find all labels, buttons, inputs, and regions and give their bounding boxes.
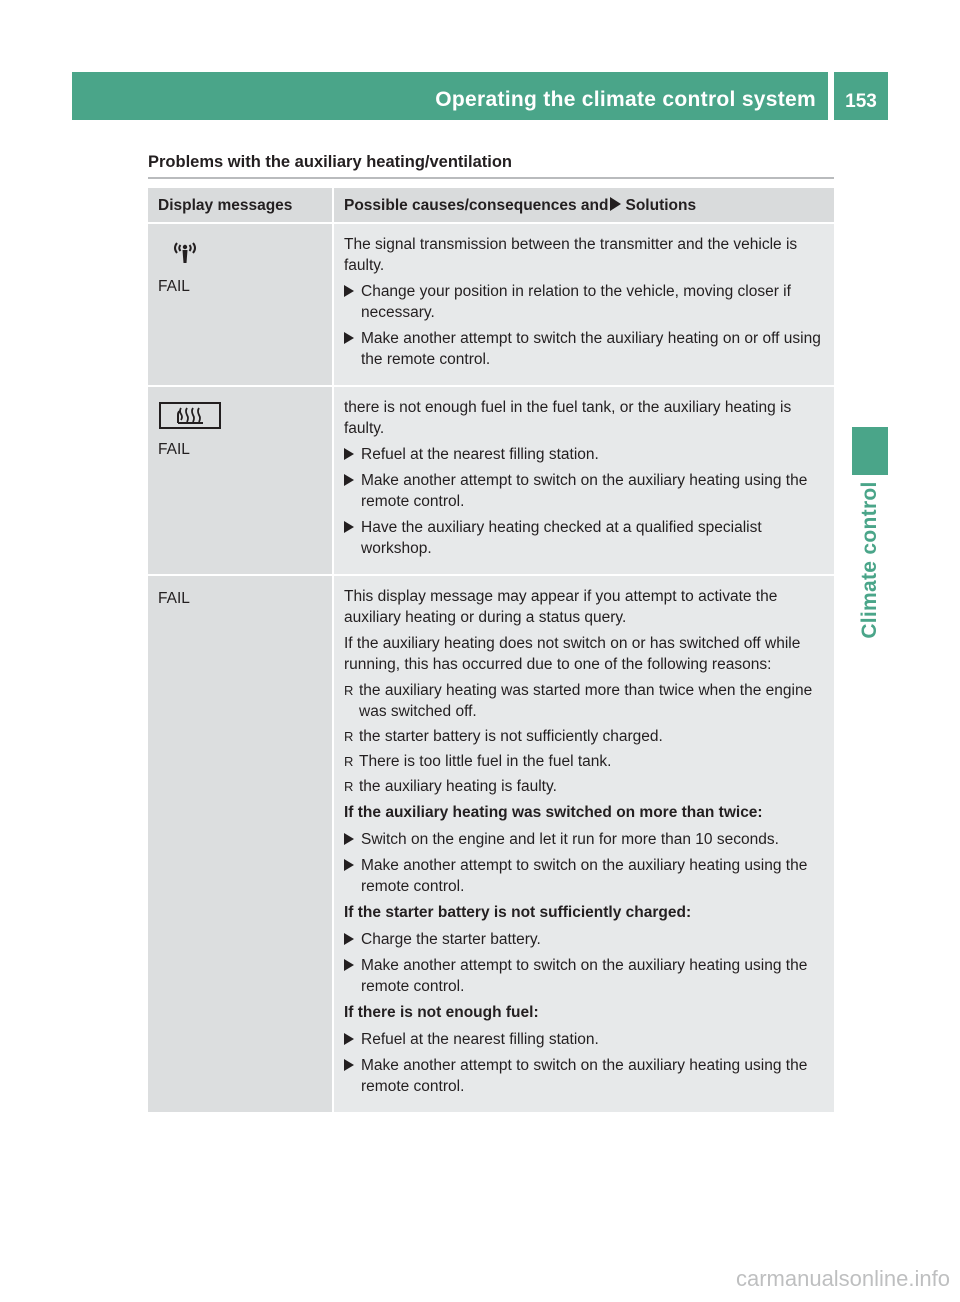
fail-message: FAIL	[158, 441, 190, 458]
case-heading: If the auxiliary heating was switched on more than twice:	[344, 804, 763, 821]
solution-step: Charge the starter battery.	[344, 929, 826, 950]
header-bar	[72, 72, 828, 120]
cause-text: The signal transmission between the transmitter and the vehicle is faulty.	[344, 236, 798, 274]
solution-step: Have the auxiliary heating checked at a qualified specialist workshop.	[344, 517, 826, 559]
table-header-row	[148, 188, 834, 222]
page-number: 153	[834, 72, 888, 120]
display-message-cell	[148, 574, 332, 1112]
intro-text: If the auxiliary heating does not switch on or has switched off while running, this has occurred due to one of the following reasons:	[344, 635, 801, 673]
solution-step: Make another attempt to switch the auxiliary heating on or off using the remote control.	[344, 328, 826, 370]
chapter-tab-label: Climate control	[858, 481, 881, 639]
causes-solutions-cell	[332, 222, 834, 385]
display-message-cell	[148, 222, 332, 385]
table-row	[148, 222, 834, 385]
table-row	[148, 574, 834, 1112]
solution-step: Change your position in relation to the vehicle, moving closer if necessary.	[344, 281, 826, 323]
watermark: carmanualsonline.info	[735, 1266, 950, 1291]
icon-holder	[158, 397, 324, 433]
icon-holder	[158, 234, 324, 270]
fail-message: FAIL	[158, 278, 190, 295]
solution-step: Refuel at the nearest filling station.	[344, 444, 826, 465]
cause-text: there is not enough fuel in the fuel tank, or the auxiliary heating is faulty.	[344, 399, 792, 437]
column-header-causes-solutions	[332, 188, 834, 222]
solution-step: Make another attempt to switch on the auxiliary heating using the remote control.	[344, 855, 826, 897]
display-messages-table	[148, 188, 834, 1112]
reason-bullet: R the auxiliary heating is faulty.	[344, 776, 826, 797]
antenna-icon	[172, 239, 198, 265]
solution-step: Make another attempt to switch on the auxiliary heating using the remote control.	[344, 955, 826, 997]
case-heading: If the starter battery is not sufficiently charged:	[344, 904, 692, 921]
fail-message: FAIL	[158, 590, 190, 607]
chapter-tab-marker	[852, 427, 888, 475]
section-divider	[148, 177, 834, 179]
section-title: Problems with the auxiliary heating/ventilation	[148, 153, 512, 171]
causes-solutions-cell	[332, 385, 834, 574]
solution-step: Make another attempt to switch on the auxiliary heating using the remote control.	[344, 470, 826, 512]
solution-step: Refuel at the nearest filling station.	[344, 1029, 826, 1050]
reason-bullet: R the starter battery is not sufficiently charged.	[344, 726, 826, 747]
reason-bullet: R the auxiliary heating was started more than twice when the engine was switched off.	[344, 680, 826, 722]
causes-solutions-cell	[332, 574, 834, 1112]
solutions-header-label: Solutions	[625, 196, 697, 214]
solution-step: Make another attempt to switch on the auxiliary heating using the remote control.	[344, 1055, 826, 1097]
column-header-display-messages: Display messages	[148, 188, 332, 222]
causes-header-label: Possible causes/consequences and	[344, 196, 609, 214]
display-message-cell	[148, 385, 332, 574]
table-row	[148, 385, 834, 574]
reason-bullet: R There is too little fuel in the fuel tank.	[344, 751, 826, 772]
case-heading: If there is not enough fuel:	[344, 1004, 539, 1021]
page-header-title: Operating the climate control system	[435, 88, 816, 111]
intro-text: This display message may appear if you attempt to activate the auxiliary heating or during a status query.	[344, 588, 778, 626]
solution-step: Switch on the engine and let it run for more than 10 seconds.	[344, 829, 826, 850]
auxiliary-heating-icon	[159, 400, 221, 430]
solution-arrow-icon	[610, 197, 621, 211]
